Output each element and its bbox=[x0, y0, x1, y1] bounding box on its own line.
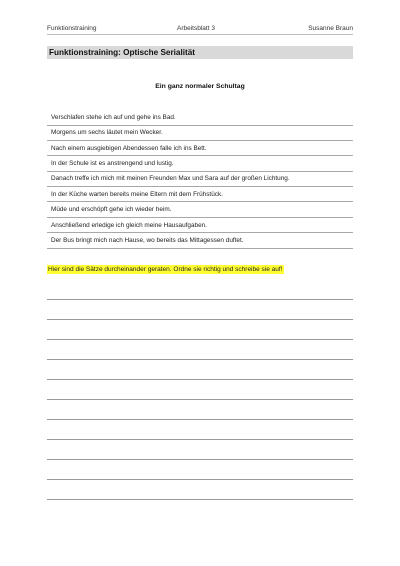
writing-line[interactable] bbox=[47, 420, 353, 440]
writing-line[interactable] bbox=[47, 460, 353, 480]
writing-lines[interactable] bbox=[47, 280, 353, 500]
writing-line[interactable] bbox=[47, 440, 353, 460]
sentence-item: Der Bus bringt mich nach Hause, wo bereits das Mittagessen duftet. bbox=[47, 234, 353, 249]
story-subtitle: Ein ganz normaler Schultag bbox=[155, 83, 245, 90]
sentence-list bbox=[47, 111, 353, 250]
header-right-text: Susanne Braun bbox=[308, 25, 353, 32]
page-title: Funktionstraining: Optische Serialität bbox=[49, 47, 196, 57]
writing-line[interactable] bbox=[47, 320, 353, 340]
writing-line[interactable] bbox=[47, 340, 353, 360]
writing-line[interactable] bbox=[47, 480, 353, 500]
writing-line[interactable] bbox=[47, 380, 353, 400]
header-center-text: Arbeitsblatt 3 bbox=[177, 25, 215, 32]
writing-line[interactable] bbox=[47, 400, 353, 420]
sentence-item: In der Küche warten bereits meine Eltern mit dem Frühstück. bbox=[47, 188, 353, 203]
writing-line[interactable] bbox=[47, 360, 353, 380]
writing-line[interactable] bbox=[47, 280, 353, 300]
sentence-item: Morgens um sechs läutet mein Wecker. bbox=[47, 126, 353, 141]
title-bar bbox=[47, 46, 353, 59]
sentence-item: Danach treffe ich mich mit meinen Freunden Max und Sara auf der großen Lichtung. bbox=[47, 173, 353, 188]
sentence-item: Nach einem ausgiebigen Abendessen falle ich ins Bett. bbox=[47, 142, 353, 157]
sentence-item: In der Schule ist es anstrengend und lustig. bbox=[47, 157, 353, 172]
header-left-text: Funktionstraining bbox=[47, 25, 97, 32]
writing-line[interactable] bbox=[47, 300, 353, 320]
sentence-item: Müde und erschöpft gehe ich wieder heim. bbox=[47, 203, 353, 218]
sentence-item: Verschlafen stehe ich auf und gehe ins Bad. bbox=[47, 111, 353, 126]
instruction-highlight: Hier sind die Sätze durcheinander geraten. Ordne sie richtig und schreibe sie auf! bbox=[48, 266, 283, 273]
header-divider bbox=[47, 34, 353, 35]
sentence-item: Anschließend erledige ich gleich meine Hausaufgaben. bbox=[47, 219, 353, 234]
